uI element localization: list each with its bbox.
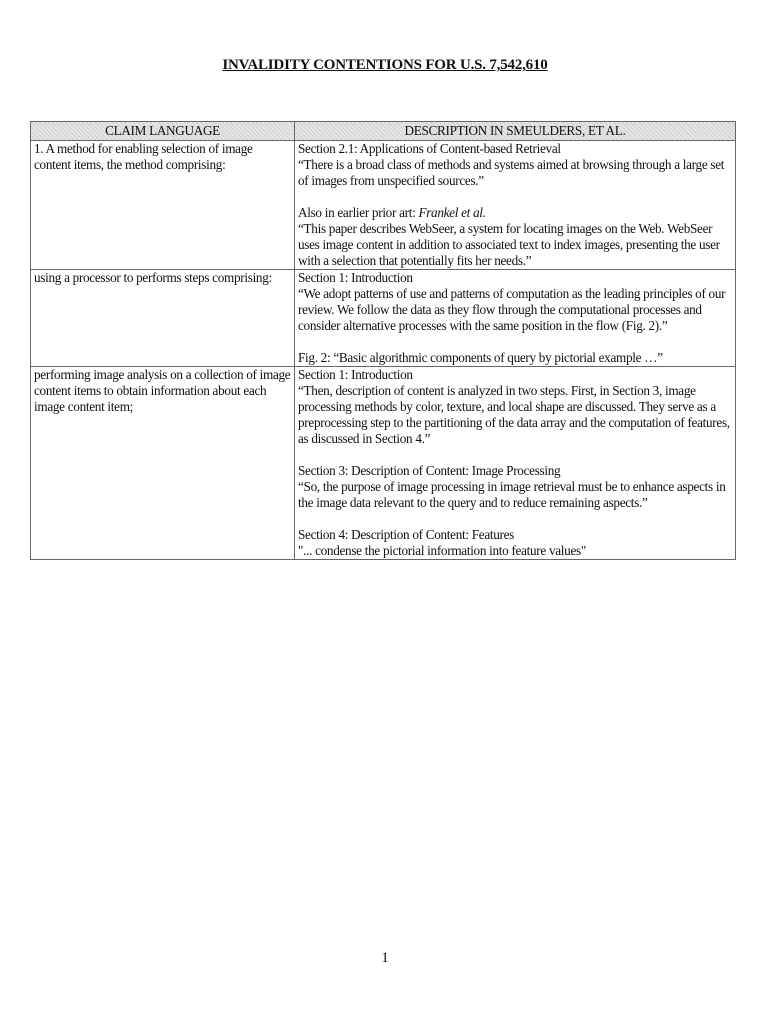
claim-language-header: CLAIM LANGUAGE bbox=[31, 122, 295, 141]
description-cell bbox=[295, 270, 736, 367]
quoted-text: “So, the purpose of image processing in image retrieval must be to enhance aspects in the image data relevant to the query and to reduce remaining aspects.” bbox=[298, 479, 726, 510]
quoted-text: “We adopt patterns of use and patterns of computation as the leading principles of our review. We follow the data as they flow through the computational processes and consider alternative processes with the same position in the flow (Fig. 2).” bbox=[298, 286, 726, 333]
table-header-row bbox=[31, 122, 736, 141]
figure-caption: Fig. 2: “Basic algorithmic components of query by pictorial example …” bbox=[298, 350, 663, 365]
description-cell bbox=[295, 367, 736, 560]
claim-cell: 1. A method for enabling selection of image content items, the method comprising: bbox=[31, 141, 295, 270]
prior-art-line bbox=[298, 205, 732, 221]
claim-cell: performing image analysis on a collection of image content items to obtain information about each image content item; bbox=[31, 367, 295, 560]
section-heading: Section 3: Description of Content: Image Processing bbox=[298, 463, 561, 478]
description-cell bbox=[295, 141, 736, 270]
description-block bbox=[298, 527, 732, 559]
description-block bbox=[298, 270, 732, 334]
quoted-text: “This paper describes WebSeer, a system for locating images on the Web. WebSeer uses image content in addition to associated text to index images, presenting the user with a selection that potentially fits her needs.” bbox=[298, 221, 720, 268]
table-row bbox=[31, 141, 736, 270]
description-block bbox=[298, 367, 732, 447]
description-block bbox=[298, 350, 732, 366]
prior-art-reference: Frankel et al. bbox=[418, 205, 486, 220]
section-heading: Section 1: Introduction bbox=[298, 270, 413, 285]
document-title: INVALIDITY CONTENTIONS FOR U.S. 7,542,610 bbox=[222, 57, 548, 73]
description-header: DESCRIPTION IN SMEULDERS, ET AL. bbox=[295, 122, 736, 141]
claim-cell: using a processor to performs steps comprising: bbox=[31, 270, 295, 367]
quoted-text: "... condense the pictorial information into feature values" bbox=[298, 543, 586, 558]
description-block bbox=[298, 141, 732, 189]
section-heading: Section 2.1: Applications of Content-based Retrieval bbox=[298, 141, 561, 156]
description-block bbox=[298, 463, 732, 511]
quoted-text: “There is a broad class of methods and systems aimed at browsing through a large set of images from unspecified sources.” bbox=[298, 157, 725, 188]
description-block bbox=[298, 205, 732, 269]
prior-art-prefix: Also in earlier prior art: bbox=[298, 205, 419, 220]
quoted-text: “Then, description of content is analyzed in two steps. First, in Section 3, image processing methods by color, texture, and local shape are discussed. They serve as a preprocessing step to the partitioning of the data array and the computation of features, as discussed in Section 4.” bbox=[298, 383, 730, 446]
section-heading: Section 4: Description of Content: Features bbox=[298, 527, 515, 542]
table-row bbox=[31, 270, 736, 367]
table-row bbox=[31, 367, 736, 560]
page-number: 1 bbox=[381, 950, 389, 966]
claim-chart-table bbox=[30, 121, 736, 560]
section-heading: Section 1: Introduction bbox=[298, 367, 413, 382]
